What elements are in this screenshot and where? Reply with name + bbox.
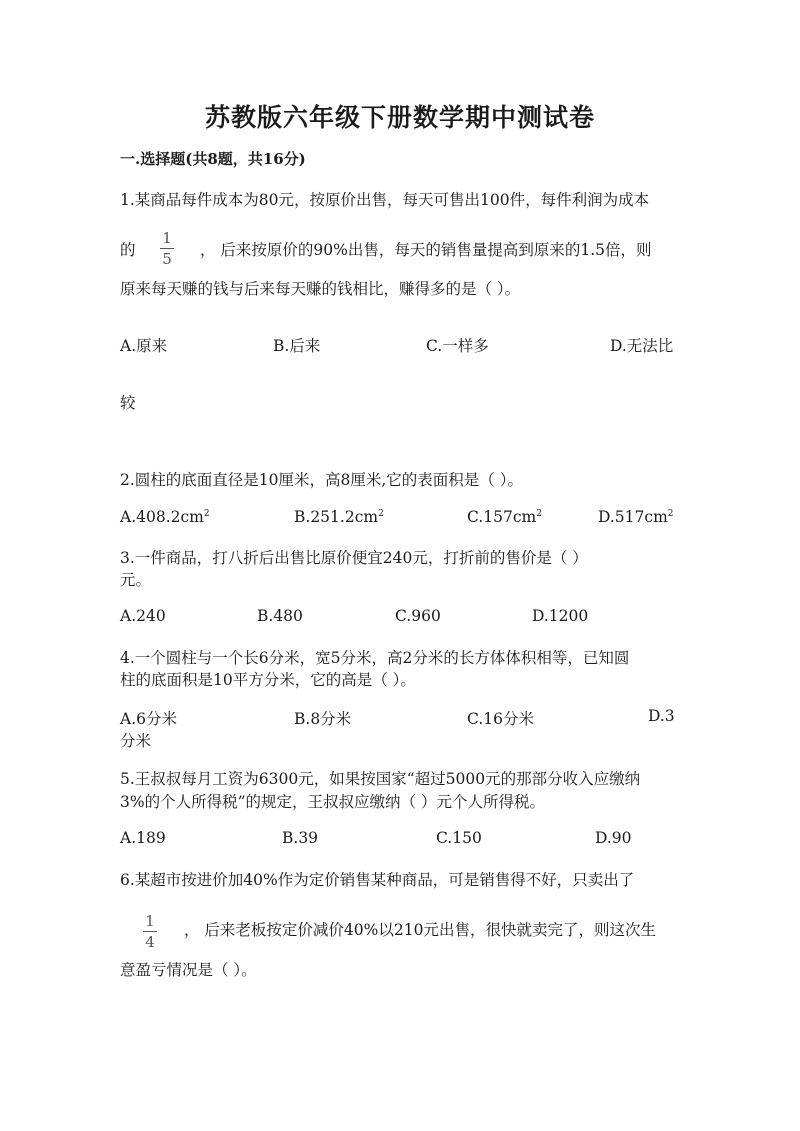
- question-5-line-1: 5.王叔叔每月工资为6300元，如果按国家“超过5000元的那部分收入应缴纳: [120, 770, 641, 788]
- question-3-option-b[interactable]: B.480: [257, 607, 303, 625]
- question-4-option-d[interactable]: D.3: [648, 707, 675, 725]
- fraction-bar: [143, 931, 157, 932]
- option-text: C.157cm: [467, 508, 537, 526]
- question-1-fraction: [157, 229, 177, 268]
- question-4-line-1: 4.一个圆柱与一个长6分米，宽5分米，高2分米的长方体体积相等，已知圆: [120, 649, 630, 667]
- question-4-line-2: 柱的底面积是10平方分米，它的高是（ ）。: [120, 671, 416, 689]
- question-6-line-2-suffix: ， 后来老板按定价减价40%以210元出售，很快就卖完了，则这次生: [184, 921, 656, 939]
- question-2-line-1: 2.圆柱的底面直径是10厘米，高8厘米,它的表面积是（ ）。: [120, 471, 523, 489]
- fraction-numerator: 1: [145, 912, 155, 930]
- question-5-option-c[interactable]: C.150: [436, 829, 482, 847]
- question-1-line-3: 原来每天赚的钱与后来每天赚的钱相比，赚得多的是（ ）。: [120, 280, 521, 298]
- question-1-option-d[interactable]: D.无法比: [610, 337, 674, 355]
- question-1-line-1: 1.某商品每件成本为80元，按原价出售，每天可售出100件，每件利润为成本: [120, 191, 650, 209]
- question-3-option-d[interactable]: D.1200: [532, 607, 589, 625]
- question-4-option-c[interactable]: C.16分米: [467, 710, 534, 728]
- question-2-option-a[interactable]: [120, 508, 210, 526]
- fraction-denominator: 5: [162, 250, 172, 268]
- question-4-option-b[interactable]: B.8分米: [294, 710, 352, 728]
- question-6-line-1: 6.某超市按进价加40%作为定价销售某种商品，可是销售得不好，只卖出了: [120, 871, 635, 889]
- fraction-numerator: 1: [162, 229, 172, 247]
- question-1-line-2-prefix: 的: [120, 241, 136, 259]
- question-6-line-3: 意盈亏情况是（ ）。: [120, 961, 257, 979]
- page-title: 苏教版六年级下册数学期中测试卷: [204, 103, 595, 132]
- question-1-line-2-suffix: ， 后来按原价的90%出售，每天的销售量提高到原来的1.5倍，则: [200, 241, 652, 259]
- question-1-option-a[interactable]: A.原来: [120, 337, 168, 355]
- question-5-option-b[interactable]: B.39: [282, 829, 319, 847]
- question-5-option-d[interactable]: D.90: [595, 829, 632, 847]
- option-text: B.251.2cm: [294, 508, 379, 526]
- fraction-denominator: 4: [145, 933, 155, 951]
- question-2-option-c[interactable]: [467, 508, 542, 526]
- question-6-fraction: [140, 912, 160, 951]
- unit-superscript: 2: [203, 508, 210, 519]
- fraction-bar: [160, 248, 174, 249]
- question-1-option-b[interactable]: B.后来: [273, 337, 321, 355]
- unit-superscript: 2: [378, 508, 384, 519]
- option-text: D.517cm: [598, 508, 668, 526]
- question-3-option-a[interactable]: A.240: [120, 607, 166, 625]
- question-4-option-a[interactable]: A.6分米: [120, 710, 177, 728]
- question-3-line-2: 元。: [120, 571, 152, 589]
- unit-superscript: 2: [667, 508, 674, 519]
- question-2-option-b[interactable]: [294, 508, 384, 526]
- question-3-line-1: 3.一件商品，打八折后出售比原价便宜240元，打折前的售价是（ ）: [120, 549, 588, 567]
- question-1-option-c[interactable]: C.一样多: [426, 337, 489, 355]
- unit-superscript: 2: [536, 508, 542, 519]
- question-5-line-2: 3%的个人所得税”的规定，王叔叔应缴纳（ ）元个人所得税。: [120, 793, 545, 811]
- question-3-option-c[interactable]: C.960: [395, 607, 441, 625]
- question-5-option-a[interactable]: A.189: [120, 829, 166, 847]
- question-4-option-d-wrap: 分米: [120, 732, 152, 750]
- option-text: A.408.2cm: [120, 508, 204, 526]
- question-1-option-d-wrap: 较: [120, 394, 136, 412]
- section-heading: 一.选择题(共8题，共16分): [120, 150, 306, 168]
- question-2-option-d[interactable]: [598, 508, 674, 526]
